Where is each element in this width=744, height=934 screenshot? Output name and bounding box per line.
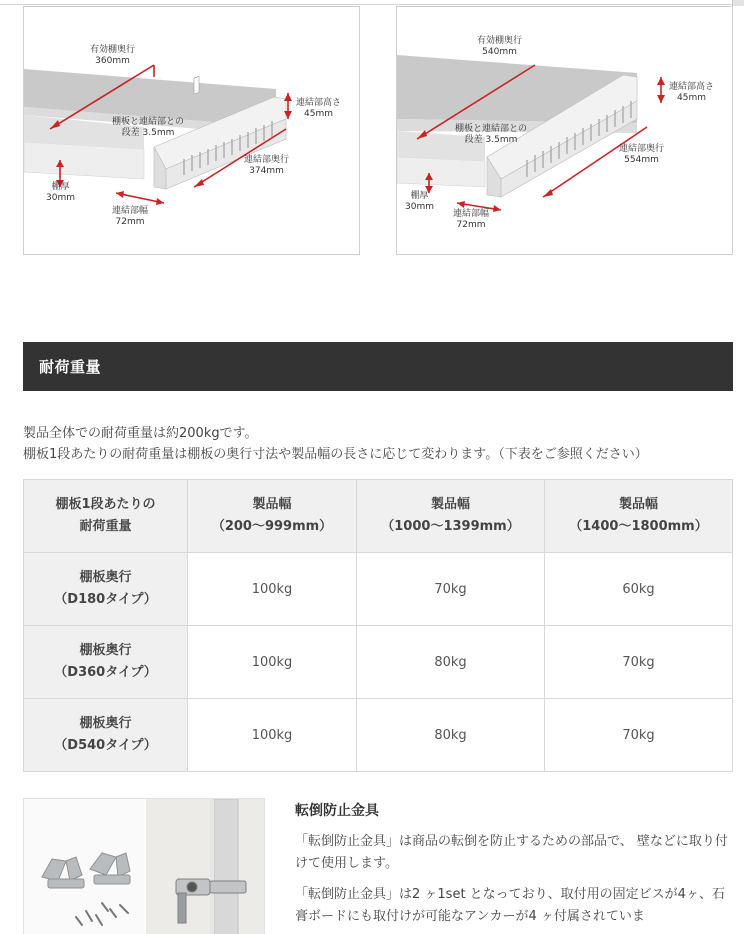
table-cell: 80kg bbox=[357, 626, 545, 699]
shelf-diagram-d540 bbox=[396, 6, 733, 255]
label-thickness: 棚厚 30mm bbox=[46, 182, 75, 203]
label-effective-depth: 有効棚奥行 360mm bbox=[90, 45, 136, 66]
label-step: 棚板と連結部との 段差 3.5mm bbox=[455, 124, 528, 145]
anti-tip-paragraph: 「転倒防止金具」は商品の転倒を防止するための部品で、 壁などに取り付けて使用します。 bbox=[295, 834, 728, 871]
table-cell: 60kg bbox=[545, 553, 733, 626]
load-capacity-header bbox=[23, 342, 733, 391]
load-capacity-table bbox=[23, 479, 733, 772]
table-cell: 70kg bbox=[357, 553, 545, 626]
label-joint-depth: 連結部奥行 554mm bbox=[619, 144, 665, 165]
load-intro bbox=[23, 423, 648, 465]
corner-cell: 棚板1段あたりの 耐荷重量 bbox=[24, 480, 188, 553]
intro-line-2: 棚板1段あたりの耐荷重量は棚板の奥行寸法や製品幅の長さに応じて変わります。（下表をご参照ください） bbox=[23, 447, 648, 462]
label-joint-height: 連結部高さ 45mm bbox=[296, 98, 342, 119]
bracket-illustration bbox=[24, 799, 265, 934]
row-header: 棚板奥行 （D180タイプ） bbox=[24, 553, 188, 626]
table-cell: 80kg bbox=[357, 699, 545, 772]
label-joint-width: 連結部幅 72mm bbox=[112, 206, 149, 227]
label-step: 棚板と連結部との 段差 3.5mm bbox=[112, 117, 185, 138]
label-effective-depth: 有効棚奥行 540mm bbox=[477, 36, 523, 57]
table-cell: 70kg bbox=[545, 699, 733, 772]
label-joint-height: 連結部高さ 45mm bbox=[669, 82, 715, 103]
table-header-row bbox=[24, 480, 733, 553]
label-thickness: 棚厚 30mm bbox=[405, 191, 434, 212]
intro-line-1: 製品全体での耐荷重量は約200kgです。 bbox=[23, 426, 258, 441]
table-cell: 70kg bbox=[545, 626, 733, 699]
table-row bbox=[24, 699, 733, 772]
column-header: 製品幅 （1000〜1399mm） bbox=[357, 480, 545, 553]
row-header: 棚板奥行 （D360タイプ） bbox=[24, 626, 188, 699]
anti-tip-title: 転倒防止金具 bbox=[295, 803, 379, 819]
anti-tip-section bbox=[295, 800, 735, 934]
top-rule bbox=[0, 4, 744, 5]
scrollbar-cap[interactable] bbox=[732, 0, 744, 6]
column-header: 製品幅 （200〜999mm） bbox=[188, 480, 357, 553]
shelf-drawing bbox=[397, 7, 733, 255]
label-joint-width: 連結部幅 72mm bbox=[453, 209, 490, 230]
table-row bbox=[24, 626, 733, 699]
anti-tip-bracket-photo bbox=[23, 798, 265, 934]
shelf-diagram-d360 bbox=[23, 6, 360, 255]
table-cell: 100kg bbox=[188, 553, 357, 626]
table-cell: 100kg bbox=[188, 626, 357, 699]
anti-tip-paragraph: 「転倒防止金具」は2 ヶ1set となっており、取付用の固定ビスが4ヶ、石膏ボードにも取付けが可能なアンカーが4 ヶ付属されていま bbox=[295, 887, 725, 924]
column-header: 製品幅 （1400〜1800mm） bbox=[545, 480, 733, 553]
row-header: 棚板奥行 （D540タイプ） bbox=[24, 699, 188, 772]
label-joint-depth: 連結部奥行 374mm bbox=[244, 155, 290, 176]
shelf-drawing bbox=[24, 7, 360, 255]
table-row bbox=[24, 553, 733, 626]
section-title: 耐荷重量 bbox=[39, 358, 102, 376]
table-cell: 100kg bbox=[188, 699, 357, 772]
